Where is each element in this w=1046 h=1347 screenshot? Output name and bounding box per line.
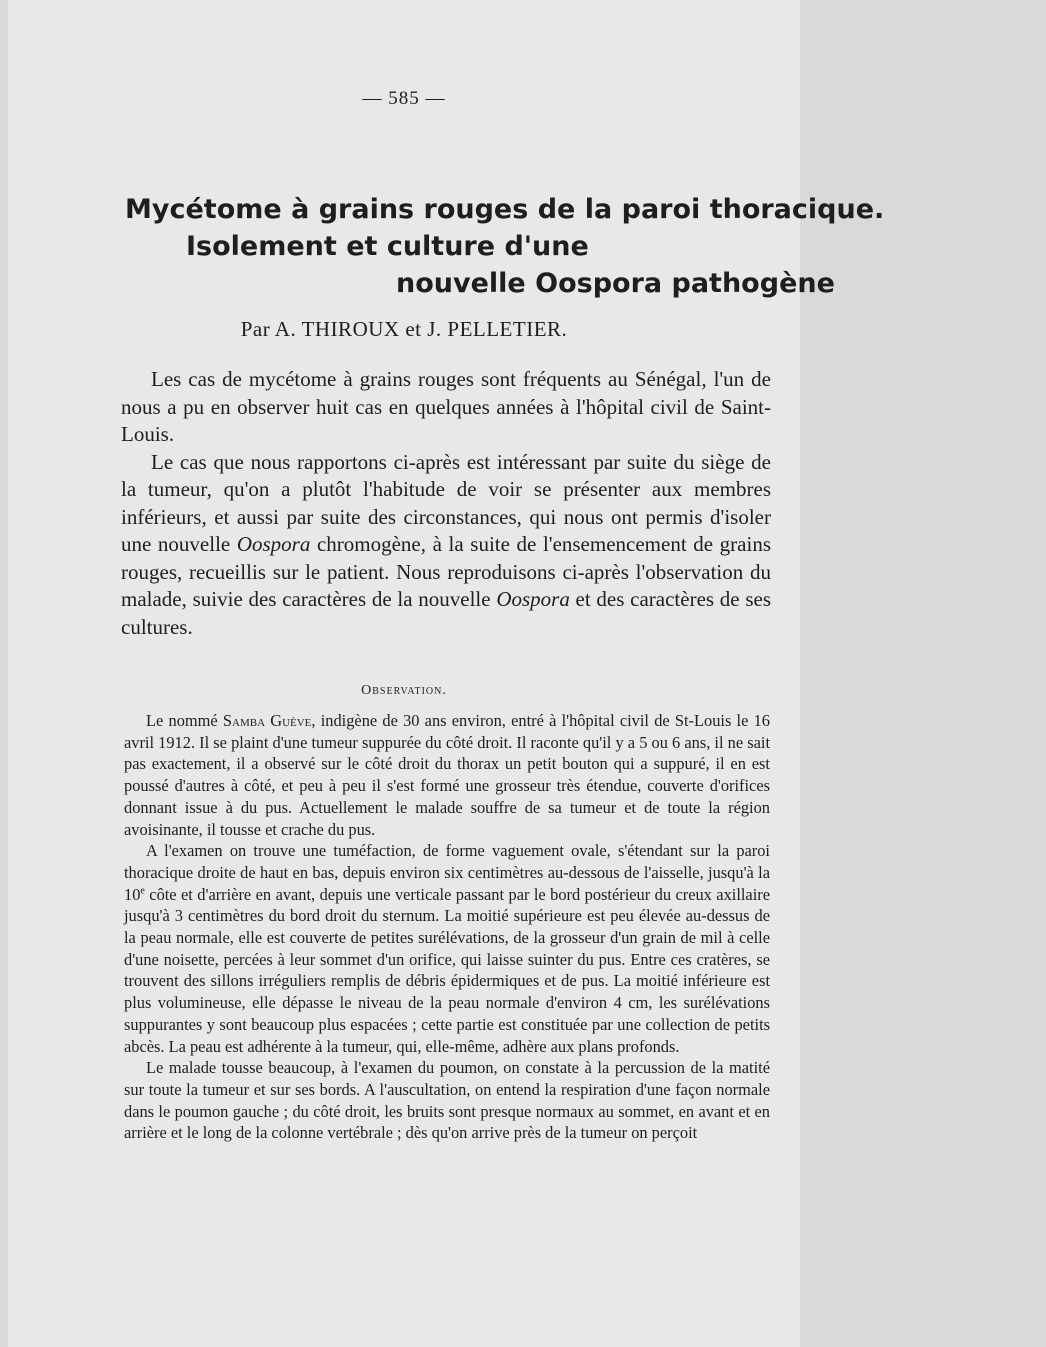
species-name: Oospora [496,587,570,611]
introduction [121,366,771,641]
title-line-2: Isolement et culture d'une [186,231,589,262]
obs-text: Le nommé [146,711,223,730]
title-line-3: nouvelle Oospora pathogène [396,268,835,299]
intro-text: chromogène, à la suite de l'ensemencement de grains rouges, recueillis sur le patient. Nous reproduisons ci-après l'observation du malade, suivie des caractères de la nouvelle [121,532,772,611]
species-name: Oospora [236,532,311,556]
superscript: e [140,885,145,897]
intro-text: et des caractères de ses cultures. [121,587,771,639]
document-page [8,0,885,1347]
obs-text: A l'examen on trouve une tuméfaction, de forme vaguement ovale, s'étendant sur la paroi thoracique droite de haut en bas, depuis environ six centimètres au-dessous de l'aisselle, jusqu'à la 10 [124,841,770,904]
patient-name: Samba Guève [222,711,312,730]
observation-paragraph-2 [124,840,770,1057]
obs-text: , indigène de 30 ans environ, entré à l'hôpital civil de St-Louis le 16 avril 1912. Il se plaint d'une tumeur suppurée du côté droit. Il raconte qu'il y a 5 ou 6 ans, il ne sait pas exactement, il a observé sur le côté droit du thorax un petit bouton qui a suppuré, il en est poussé d'autres à côté, et peu à peu il s'est formé une grosseur très étendue, couverte d'orifices donnant issue à du pus. Actuellement le malade souffre de sa tumeur et de toute la région avoisinante, il tousse et crache du pus. [124,711,770,839]
observation-paragraph-3: Le malade tousse beaucoup, à l'examen du poumon, on constate à la percussion de la matité sur toute la tumeur et sur ses bords. A l'auscultation, on entend la respiration d'une façon normale dans le poumon gauche ; du côté droit, les bruits sont presque normaux au sommet, en avant et en arrière et le long de la colonne vertébrale ; dès qu'on arrive près de la tumeur on perçoit [124,1058,770,1143]
page-number: — 585 — [362,88,446,109]
title-line-1: Mycétome à grains rouges de la paroi thoracique. [125,194,885,225]
intro-paragraph-1: Les cas de mycétome à grains rouges sont fréquents au Sénégal, l'un de nous a pu en observer huit cas en quelques années à l'hôpital civil de Saint-Louis. [121,367,771,446]
observation-heading: Observation. [361,683,447,698]
observation-paragraph-1 [124,710,770,840]
obs-text: côte et d'arrière en avant, depuis une verticale passant par le bord postérieur du creux axillaire jusqu'à 3 centimètres du bord droit du sternum. La moitié supérieure est peu élevée au-dessus de la peau normale, elle est couverte de petites surélévations, de la grosseur d'un grain de mil à celle d'une noisette, percées à leur sommet d'un orifice, qui laisse suinter du pus. Entre ces cratères, se trouvent des sillons irréguliers remplis de débris épidermiques et de pus. La moitié inférieure est plus volumineuse, elle dépasse le niveau de la peau normale d'environ 4 cm, les surélévations suppurantes y sont beaucoup plus espacées ; cette partie est constituée par une collection de petits abcès. La peau est adhérente à la tumeur, qui, elle-même, adhère aux plans profonds. [124,884,770,1056]
intro-text: Le cas que nous rapportons ci-après est intéressant par suite du siège de la tumeur, qu'on a plutôt l'habitude de voir se présenter aux membres inférieurs, et aussi par suite des circonstances, qui nous ont permis d'isoler une nouvelle [121,449,771,556]
intro-paragraph-2 [121,449,771,642]
observation-body [124,710,770,1144]
authors: Par A. THIROUX et J. PELLETIER. [240,317,568,341]
